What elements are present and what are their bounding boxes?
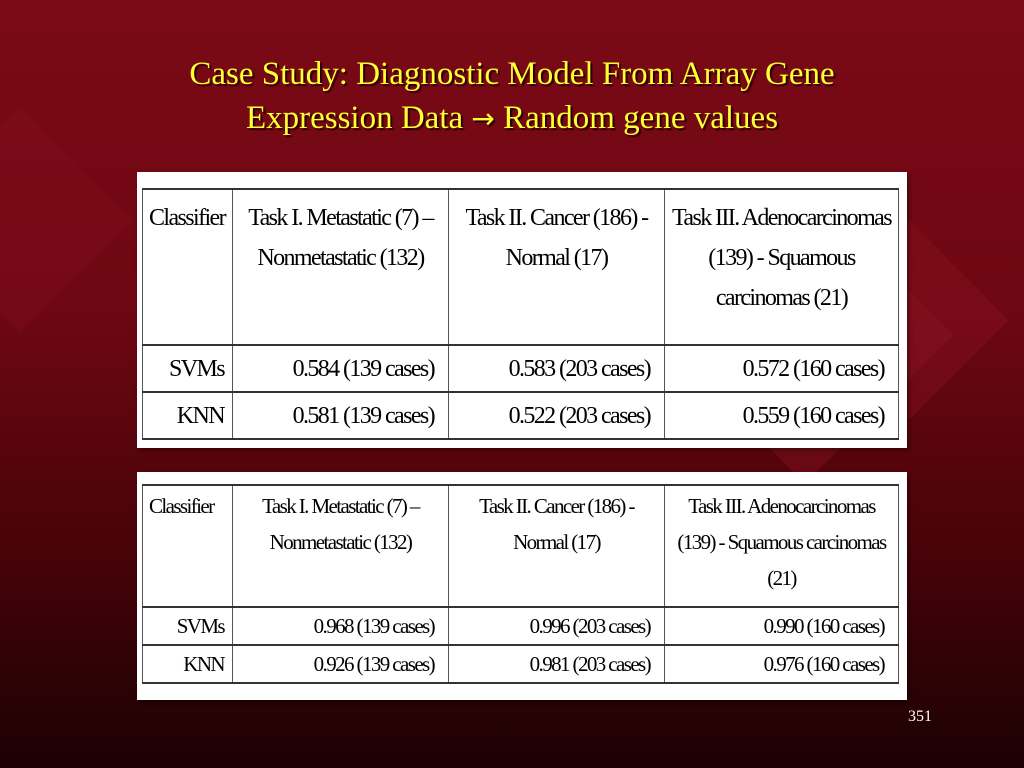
task-2-value: 0.996 (203 cases) <box>449 607 665 645</box>
header-task-2: Task II. Cancer (186) - Normal (17) <box>449 485 665 607</box>
title-line-1: Case Study: Diagnostic Model From Array Gene <box>189 56 835 92</box>
results-table-original-genes <box>142 484 899 684</box>
table-header-row <box>143 485 899 607</box>
task-1-value: 0.584 (139 cases) <box>233 345 449 392</box>
header-classifier: Classifier <box>143 485 233 607</box>
classifier-name: SVMs <box>143 345 233 392</box>
task-2-value: 0.981 (203 cases) <box>449 645 665 683</box>
slide-title <box>60 52 964 141</box>
title-line-2-start: Expression Data <box>245 100 464 136</box>
task-1-value: 0.926 (139 cases) <box>233 645 449 683</box>
table-header-row <box>143 189 899 345</box>
table-row <box>143 607 899 645</box>
task-2-value: 0.522 (203 cases) <box>449 392 665 439</box>
results-table-random-genes <box>142 188 899 440</box>
page-number: 351 <box>908 708 932 725</box>
title-line-2 <box>60 96 964 141</box>
table-panel-random-genes <box>137 172 907 448</box>
task-3-value: 0.572 (160 cases) <box>665 345 899 392</box>
task-1-value: 0.581 (139 cases) <box>233 392 449 439</box>
header-task-3: Task III. Adenocarcinomas (139) - Squamous carcinomas (21) <box>665 485 899 607</box>
table-row <box>143 392 899 439</box>
arrow-right-icon: → <box>471 102 495 135</box>
task-3-value: 0.559 (160 cases) <box>665 392 899 439</box>
task-2-value: 0.583 (203 cases) <box>449 345 665 392</box>
header-task-1: Task I. Metastatic (7) – Nonmetastatic (132) <box>233 189 449 345</box>
task-1-value: 0.968 (139 cases) <box>233 607 449 645</box>
header-task-2: Task II. Cancer (186) - Normal (17) <box>449 189 665 345</box>
classifier-name: KNN <box>143 645 233 683</box>
title-line-2-end: Random gene values <box>503 100 779 136</box>
task-3-value: 0.976 (160 cases) <box>665 645 899 683</box>
header-classifier: Classifier <box>143 189 233 345</box>
classifier-name: KNN <box>143 392 233 439</box>
task-3-value: 0.990 (160 cases) <box>665 607 899 645</box>
header-task-3: Task III. Adenocarcinomas (139) - Squamous carcinomas (21) <box>665 189 899 345</box>
table-panel-original-genes <box>137 472 907 700</box>
table-row <box>143 345 899 392</box>
classifier-name: SVMs <box>143 607 233 645</box>
header-task-1: Task I. Metastatic (7) – Nonmetastatic (132) <box>233 485 449 607</box>
table-row <box>143 645 899 683</box>
